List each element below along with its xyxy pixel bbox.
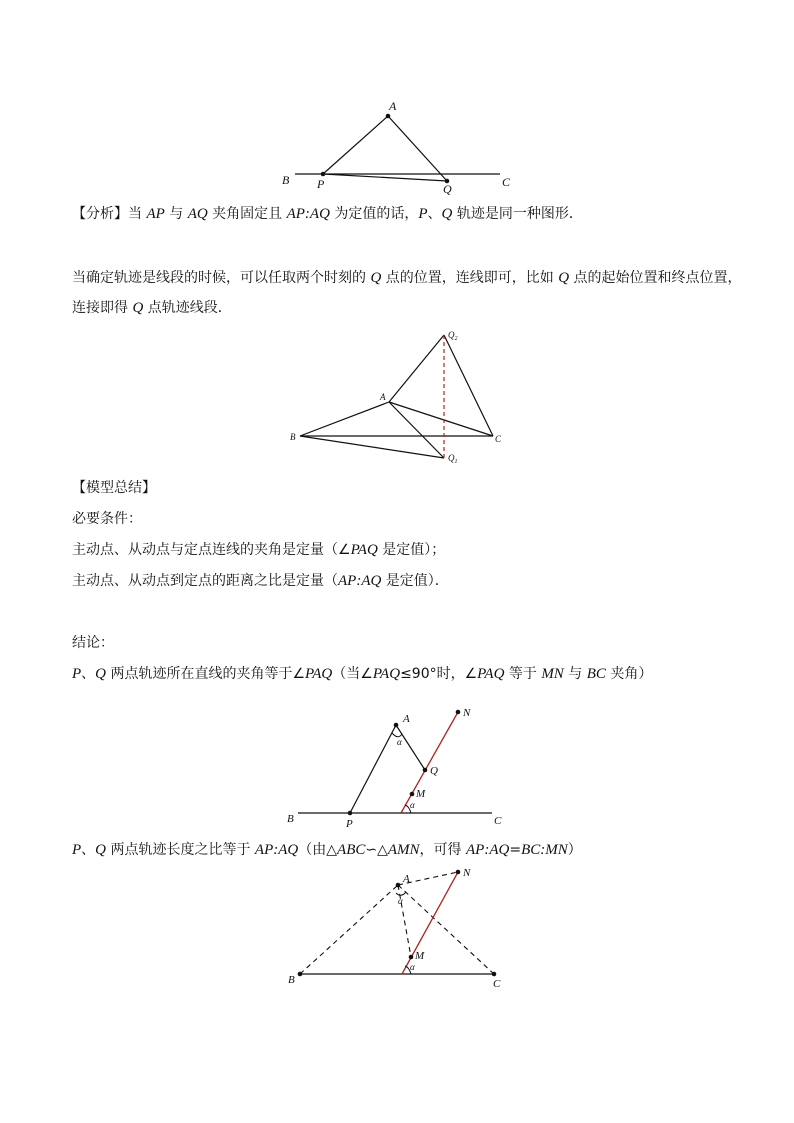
var-ratio: AP:AQ [286,206,330,222]
var-paq: PAQ [305,666,333,682]
label-q: Q [443,182,452,196]
label-m: M [415,950,425,962]
label-b: B [287,813,294,825]
label-b: B [290,432,296,442]
label-alpha-m: α [410,800,415,810]
label-q1: $Q_1$ [448,453,458,465]
label-c: C [494,815,502,827]
label-b: B [282,173,290,187]
segment-ac-dashed [398,885,494,974]
point-c [492,972,497,977]
conclusion-text: = [509,842,522,858]
conclusion-text: ，可得 [419,842,466,858]
conclusion-text: 夹角） [605,666,653,682]
condition-text: 是定值）； [377,542,446,558]
label-q: Q [430,765,438,777]
var-p: P [418,206,428,222]
var-bc-mn: BC:MN [521,842,568,858]
point-m [409,955,414,960]
conclusion-title: 结论： [72,635,114,651]
condition-text: 主动点、从动点与定点连线的夹角是定量（∠ [72,542,351,558]
conclusion-text: 两点轨迹所在直线的夹角等于∠ [106,666,306,682]
var-ratio: AP:AQ [338,573,382,589]
var-paq: PAQ [372,666,401,682]
analysis-text: 当 [128,206,147,222]
var-q: Q [95,842,107,858]
analysis-text: 、 [427,206,442,222]
var-q: Q [441,206,453,222]
conclusion-text: 、 [81,666,96,682]
conclusion-text: ≤90°时，∠ [400,666,478,682]
label-n: N [463,867,471,879]
angle-arc-a [396,892,406,895]
var-q: Q [558,270,570,286]
label-alpha-a: α [398,896,403,906]
label-q2: $Q_2$ [448,330,458,342]
point-b [298,972,303,977]
conclusion-text: 等于 [504,666,542,682]
label-c: C [495,434,502,444]
label-a: A [380,392,386,402]
model-heading: 【模型总结】 [72,480,156,496]
analysis-text: 为定值的话， [329,206,419,222]
paragraph-text: 连接即得 [72,300,133,316]
var-abc: ABC [337,842,366,858]
var-paq: PAQ [477,666,505,682]
paragraph-text: 点的起始位置和终点位置， [569,270,742,286]
segment-ab-dashed [300,885,398,974]
conclusion-text: 两点轨迹长度之比等于 [106,842,255,858]
var-aq: AQ [187,206,208,222]
conclusion-text: 与 [563,666,587,682]
var-q: Q [95,666,107,682]
label-p: P [346,818,353,830]
point-a [396,883,401,888]
var-p: P [72,666,82,682]
paragraph-text: 点轨迹线段． [143,300,232,316]
point-n [456,870,461,875]
label-a: A [389,99,397,113]
var-ap: AP [146,206,165,222]
label-p: P [317,177,325,191]
label-b: B [288,974,295,986]
label-alpha-a: α [397,737,402,747]
analysis-tag: 【分析】 [72,206,128,222]
paragraph-text: 点的位置，连线即可，比如 [381,270,559,286]
analysis-text: 与 [164,206,188,222]
var-q: Q [370,270,382,286]
var-mn: MN [541,666,564,682]
var-p: P [72,842,82,858]
label-c: C [493,978,501,990]
var-ratio: AP:AQ [466,842,510,858]
condition-text: 主动点、从动点到定点的距离之比是定量（ [72,573,338,589]
var-paq: PAQ [350,542,378,558]
analysis-text: 夹角固定且 [207,206,287,222]
analysis-text: 轨迹是同一种图形． [452,206,583,222]
conclusion-text: 、 [81,842,96,858]
label-c: C [502,175,511,189]
paragraph-text: 当确定轨迹是线段的时候，可以任取两个时刻的 [72,270,371,286]
var-ratio: AP:AQ [254,842,299,858]
var-amn: AMN [387,842,420,858]
label-a: A [403,713,410,725]
label-alpha-m: α [410,962,415,972]
conclusion-text: ∽△ [365,842,388,858]
label-m: M [416,788,426,800]
conclusion-text: （当∠ [332,666,373,682]
conclusion-text: ） [567,842,582,858]
label-a: A [403,873,410,885]
conditions-title: 必要条件： [72,511,142,527]
var-bc: BC [586,666,606,682]
var-q: Q [132,300,144,316]
label-n: N [463,707,471,719]
conclusion-text: （由△ [298,842,338,858]
condition-text: 是定值）． [381,573,449,589]
